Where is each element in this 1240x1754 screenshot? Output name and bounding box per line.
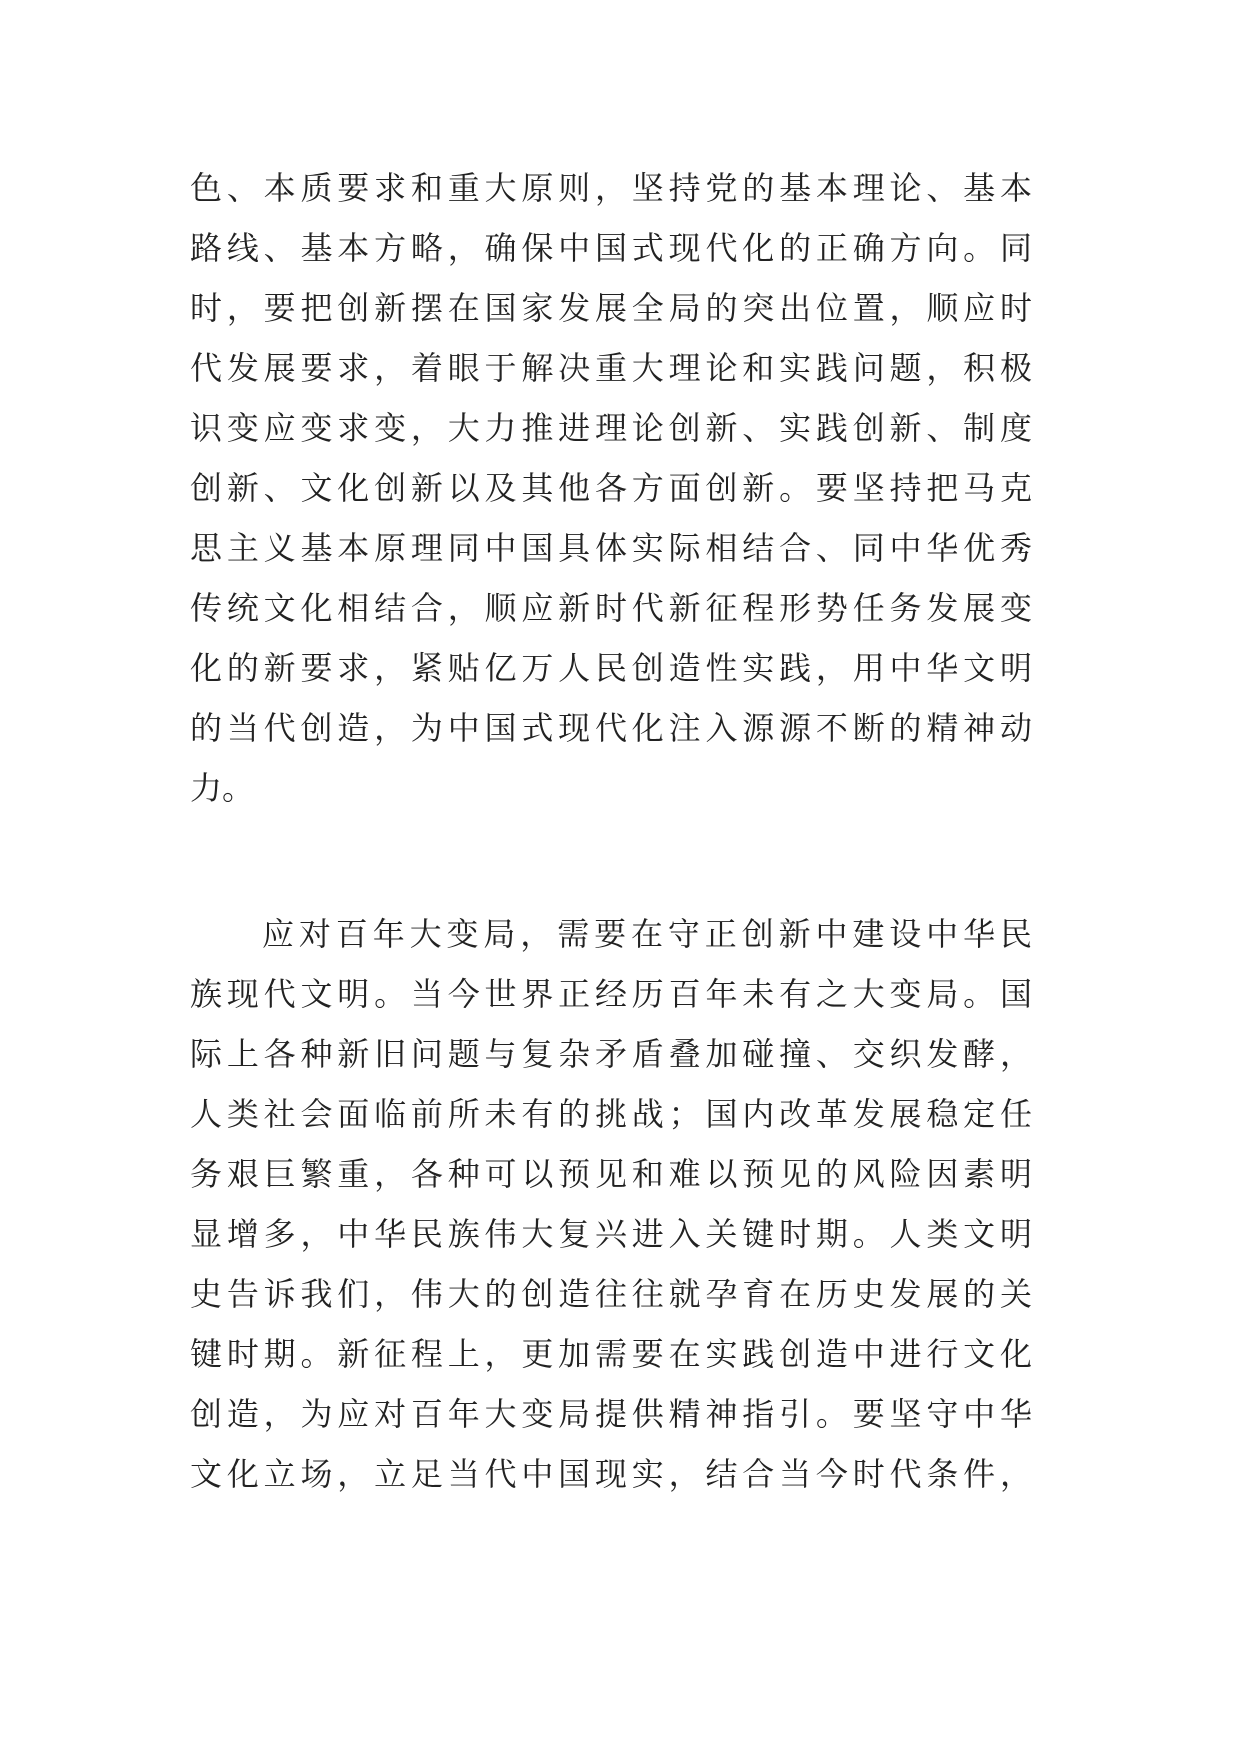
text-line: 务艰巨繁重，各种可以预见和难以预见的风险因素明 [190,1155,1032,1193]
text-line: 际上各种新旧问题与复杂矛盾叠加碰撞、交织发酵， [190,1035,1032,1073]
text-line: 族现代文明。当今世界正经历百年未有之大变局。国 [190,975,1032,1013]
text-line: 传统文化相结合，顺应新时代新征程形势任务发展变 [190,589,1032,627]
text-line: 力。 [190,769,255,807]
text-line: 化的新要求，紧贴亿万人民创造性实践，用中华文明 [190,649,1032,687]
text-line: 色、本质要求和重大原则，坚持党的基本理论、基本 [190,169,1032,207]
text-line: 人类社会面临前所未有的挑战；国内改革发展稳定任 [190,1095,1032,1133]
text-line: 识变应变求变，大力推进理论创新、实践创新、制度 [190,409,1032,447]
text-line: 键时期。新征程上，更加需要在实践创造中进行文化 [190,1335,1032,1373]
text-line: 应对百年大变局，需要在守正创新中建设中华民 [262,915,1032,953]
text-line: 思主义基本原理同中国具体实际相结合、同中华优秀 [190,529,1032,567]
text-line: 路线、基本方略，确保中国式现代化的正确方向。同 [190,229,1032,267]
text-line: 时，要把创新摆在国家发展全局的突出位置，顺应时 [190,289,1032,327]
text-line: 创造，为应对百年大变局提供精神指引。要坚守中华 [190,1395,1032,1433]
text-line: 代发展要求，着眼于解决重大理论和实践问题，积极 [190,349,1032,387]
text-line: 显增多，中华民族伟大复兴进入关键时期。人类文明 [190,1215,1032,1253]
text-line: 创新、文化创新以及其他各方面创新。要坚持把马克 [190,469,1032,507]
text-line: 文化立场，立足当代中国现实，结合当今时代条件， [190,1455,1032,1493]
text-line: 的当代创造，为中国式现代化注入源源不断的精神动 [190,709,1032,747]
text-line: 史告诉我们，伟大的创造往往就孕育在历史发展的关 [190,1275,1032,1313]
